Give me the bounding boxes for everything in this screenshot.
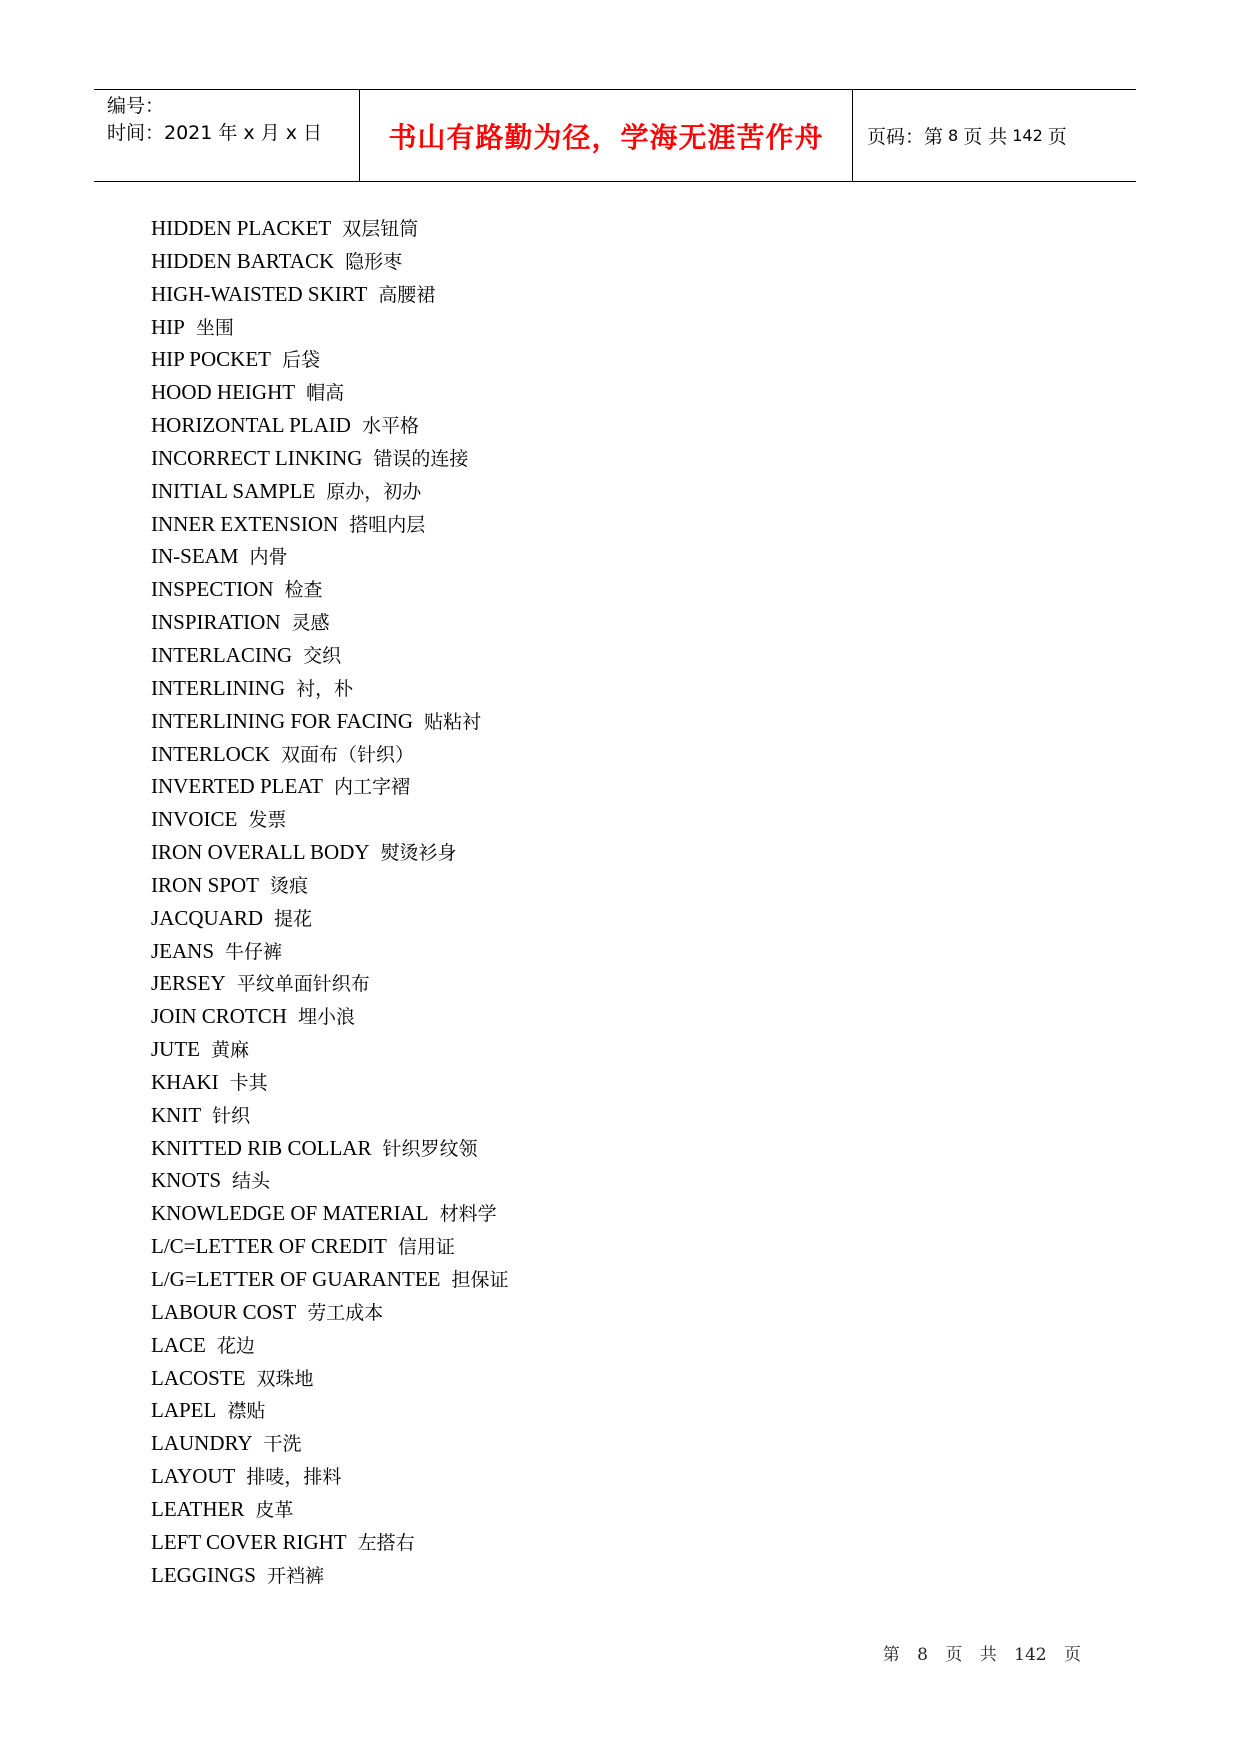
english-term: HIP — [151, 314, 185, 339]
chinese-translation: 检查 — [284, 579, 323, 602]
glossary-entry — [151, 1526, 509, 1559]
english-term: LAUNDRY — [151, 1431, 253, 1456]
english-term: IN-SEAM — [151, 544, 239, 569]
english-term: INTERLINING — [151, 675, 286, 700]
chinese-translation: 贴粘衬 — [424, 710, 482, 733]
glossary-entry — [151, 672, 509, 705]
glossary-list — [151, 212, 509, 1591]
english-term: HIGH-WAISTED SKIRT — [151, 281, 368, 306]
glossary-entry — [151, 1066, 509, 1099]
page-current-number: 8 — [948, 126, 959, 145]
glossary-entry — [151, 508, 509, 541]
english-term: HIDDEN BARTACK — [151, 248, 335, 273]
header-page-cell — [853, 90, 1136, 181]
english-term: JUTE — [151, 1037, 200, 1062]
page-middle: 页 共 — [963, 126, 1008, 148]
glossary-entry — [151, 738, 509, 771]
english-term: HOOD HEIGHT — [151, 380, 296, 405]
english-term: INTERLOCK — [151, 741, 270, 766]
motto-text: 书山有路勤为径，学海无涯苦作舟 — [388, 120, 824, 154]
chinese-translation: 信用证 — [397, 1236, 455, 1259]
chinese-translation: 搭咀内层 — [349, 513, 426, 536]
english-term: LABOUR COST — [151, 1299, 297, 1324]
english-term: IRON SPOT — [151, 872, 259, 897]
english-term: HIP POCKET — [151, 347, 271, 372]
header-meta-cell — [94, 90, 360, 181]
chinese-translation: 担保证 — [451, 1269, 509, 1291]
chinese-translation: 水平格 — [361, 415, 419, 438]
english-term: INTERLACING — [151, 642, 293, 667]
chinese-translation: 烫痕 — [269, 874, 308, 897]
glossary-entry — [151, 1559, 509, 1592]
glossary-entry — [151, 1033, 509, 1066]
chinese-translation: 交织 — [303, 644, 342, 667]
glossary-entry — [151, 573, 509, 606]
glossary-entry — [151, 311, 509, 344]
chinese-translation: 左搭右 — [357, 1531, 415, 1554]
english-term: LEFT COVER RIGHT — [151, 1529, 347, 1554]
page-header — [94, 89, 1136, 182]
glossary-entry — [151, 869, 509, 902]
glossary-entry — [151, 343, 509, 376]
glossary-entry — [151, 1099, 509, 1132]
footer-total-word: 共 — [979, 1645, 997, 1665]
chinese-translation: 结头 — [232, 1170, 271, 1193]
chinese-translation: 内骨 — [249, 546, 288, 569]
number-label: 编号： — [107, 95, 165, 117]
chinese-translation: 双面布（针织） — [281, 743, 415, 766]
glossary-entry — [151, 1427, 509, 1460]
chinese-translation: 帽高 — [306, 382, 345, 405]
chinese-translation: 衬，朴 — [296, 677, 354, 700]
glossary-entry — [151, 540, 509, 573]
glossary-entry — [151, 1197, 509, 1230]
page-total-number: 142 — [1012, 126, 1043, 145]
chinese-translation: 双珠地 — [256, 1367, 314, 1390]
page-footer — [883, 1640, 1081, 1665]
glossary-entry — [151, 902, 509, 935]
english-term: KNOTS — [151, 1168, 222, 1193]
chinese-translation: 材料学 — [439, 1203, 497, 1226]
english-term: HORIZONTAL PLAID — [151, 413, 351, 438]
glossary-entry — [151, 442, 509, 475]
english-term: INCORRECT LINKING — [151, 445, 363, 470]
chinese-translation: 灵感 — [291, 612, 330, 635]
chinese-translation: 埋小浪 — [297, 1006, 355, 1029]
glossary-entry — [151, 606, 509, 639]
chinese-translation: 针织 — [212, 1104, 251, 1127]
chinese-translation: 牛仔裤 — [225, 940, 283, 963]
english-term: INSPIRATION — [151, 610, 281, 635]
glossary-entry — [151, 1000, 509, 1033]
chinese-translation: 卡其 — [229, 1071, 268, 1094]
chinese-translation: 双层钮筒 — [342, 218, 419, 240]
page-suffix: 页 — [1047, 126, 1067, 148]
footer-total-pages: 142 — [1014, 1645, 1047, 1665]
glossary-entry — [151, 1296, 509, 1329]
english-term: LEGGINGS — [151, 1562, 256, 1587]
english-term: KNITTED RIB COLLAR — [151, 1135, 372, 1160]
english-term: LACOSTE — [151, 1365, 246, 1390]
english-term: JEANS — [151, 938, 215, 963]
chinese-translation: 坐围 — [195, 316, 234, 339]
chinese-translation: 针织罗纹领 — [382, 1137, 478, 1160]
header-motto-cell — [360, 90, 853, 181]
chinese-translation: 开裆裤 — [267, 1564, 325, 1587]
glossary-entry — [151, 1394, 509, 1427]
glossary-entry — [151, 212, 509, 245]
chinese-translation: 高腰裙 — [378, 283, 436, 306]
english-term: KNIT — [151, 1102, 202, 1127]
glossary-entry — [151, 245, 509, 278]
glossary-entry — [151, 1362, 509, 1395]
glossary-entry — [151, 376, 509, 409]
chinese-translation: 错误的连接 — [373, 447, 469, 470]
glossary-entry — [151, 967, 509, 1000]
chinese-translation: 襟贴 — [227, 1400, 266, 1423]
english-term: INSPECTION — [151, 577, 274, 602]
english-term: L/C=LETTER OF CREDIT — [151, 1234, 387, 1259]
english-term: INVOICE — [151, 807, 238, 832]
english-term: LACE — [151, 1332, 206, 1357]
footer-current-page: 8 — [917, 1645, 928, 1665]
glossary-entry — [151, 770, 509, 803]
glossary-entry — [151, 803, 509, 836]
glossary-entry — [151, 475, 509, 508]
footer-page-word: 页 — [945, 1645, 963, 1665]
glossary-entry — [151, 1263, 509, 1296]
glossary-entry — [151, 1230, 509, 1263]
glossary-entry — [151, 1132, 509, 1165]
glossary-entry — [151, 935, 509, 968]
english-term: L/G=LETTER OF GUARANTEE — [151, 1267, 441, 1291]
chinese-translation: 平纹单面针织布 — [236, 973, 370, 996]
chinese-translation: 花边 — [216, 1334, 255, 1357]
chinese-translation: 后袋 — [281, 349, 320, 372]
chinese-translation: 劳工成本 — [307, 1301, 384, 1324]
glossary-entry — [151, 409, 509, 442]
glossary-entry — [151, 639, 509, 672]
page-prefix: 页码：第 — [867, 126, 944, 148]
chinese-translation: 干洗 — [263, 1433, 302, 1456]
english-term: INNER EXTENSION — [151, 511, 339, 536]
glossary-entry — [151, 1460, 509, 1493]
english-term: KHAKI — [151, 1069, 219, 1094]
glossary-entry — [151, 836, 509, 869]
chinese-translation: 熨烫衫身 — [380, 842, 457, 865]
chinese-translation: 发票 — [248, 809, 287, 832]
english-term: INITIAL SAMPLE — [151, 478, 316, 503]
glossary-entry — [151, 1329, 509, 1362]
glossary-entry — [151, 278, 509, 311]
glossary-entry — [151, 1493, 509, 1526]
english-term: KNOWLEDGE OF MATERIAL — [151, 1201, 429, 1226]
chinese-translation: 提花 — [274, 907, 313, 930]
english-term: JACQUARD — [151, 905, 264, 930]
glossary-entry — [151, 705, 509, 738]
english-term: LAYOUT — [151, 1464, 236, 1489]
english-term: HIDDEN PLACKET — [151, 216, 332, 240]
english-term: JERSEY — [151, 971, 226, 996]
chinese-translation: 黄麻 — [211, 1039, 250, 1062]
time-label: 时间：2021 年 x 月 x 日 — [107, 122, 323, 144]
footer-suffix: 页 — [1064, 1645, 1081, 1665]
chinese-translation: 内工字褶 — [333, 776, 410, 799]
chinese-translation: 排唛，排料 — [246, 1466, 342, 1489]
chinese-translation: 隐形枣 — [345, 250, 403, 273]
english-term: INTERLINING FOR FACING — [151, 708, 414, 733]
english-term: JOIN CROTCH — [151, 1004, 287, 1029]
chinese-translation: 皮革 — [255, 1498, 294, 1521]
english-term: INVERTED PLEAT — [151, 774, 323, 799]
english-term: LEATHER — [151, 1496, 245, 1521]
footer-prefix: 第 — [882, 1645, 900, 1665]
english-term: IRON OVERALL BODY — [151, 840, 370, 865]
glossary-entry — [151, 1164, 509, 1197]
english-term: LAPEL — [151, 1398, 217, 1423]
chinese-translation: 原办，初办 — [326, 480, 422, 503]
